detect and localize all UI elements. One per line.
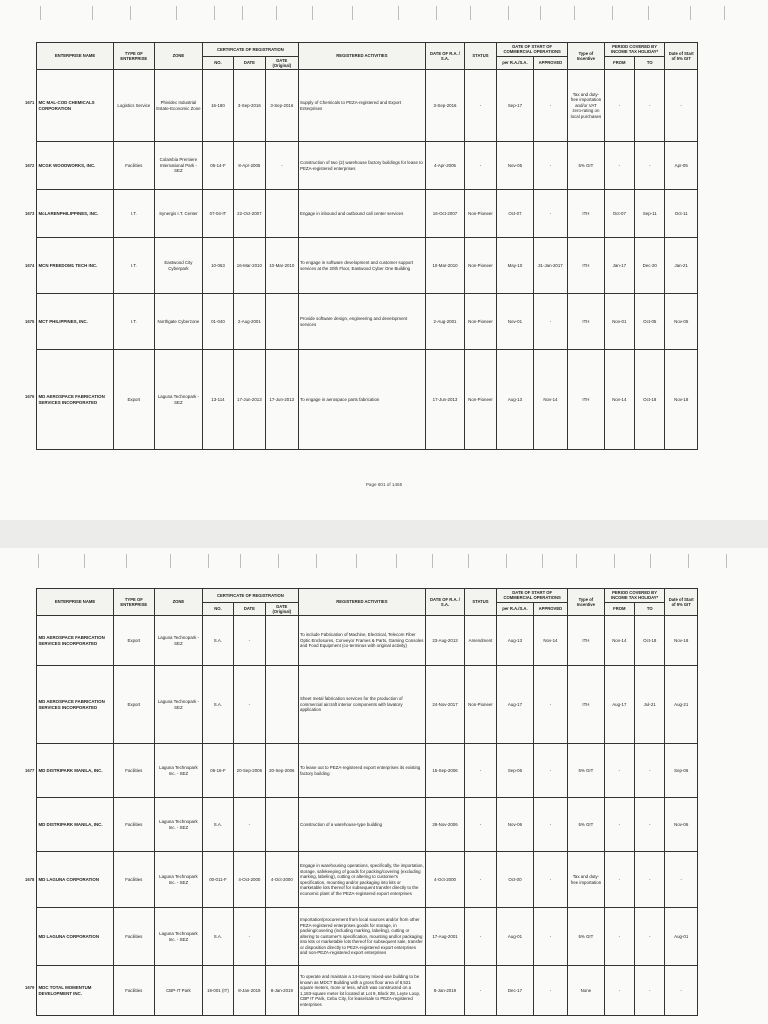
type-cell: Facilities — [114, 798, 155, 852]
cert-date-original-cell: 17-Jun-2013 — [266, 350, 298, 450]
from-cell: - — [604, 852, 634, 908]
table-header — [37, 589, 698, 616]
to-cell: - — [635, 744, 665, 798]
enterprise-name-cell: 1672 MCGK WOODWORKS, INC. — [37, 142, 114, 190]
approved-cell: - — [533, 190, 567, 238]
activity-cell: Importation/procurement from local sources and/or from other PEZA-registered enterprises goods for storage, in packing/covering (including marking, labeling), cutting or altering to customer's specification, mounting and/or packaging into kits or marketable lots thereof for subsequent sale, transfer or disposition directly to PEZA-registered export enterprises and non-PEZA-registered export enterprises — [298, 908, 426, 966]
enterprise-name-cell: 1674 MCN FREEDOM1 TECH INC. — [37, 238, 114, 294]
zone-cell: Laguna Technopark - SEZ — [154, 350, 203, 450]
enterprise-name-cell: MD LAGUNA CORPORATION — [37, 908, 114, 966]
header-period-itc: PERIOD COVERED BY INCOME TAX HOLIDAY* — [604, 589, 665, 603]
table-row — [37, 142, 698, 190]
zone-cell: Phividec Industrial Estate-Economic Zone — [154, 70, 203, 142]
zone-cell: Eastwood City Cyberpark — [154, 238, 203, 294]
row-number: 1676 — [25, 394, 35, 399]
table-row — [37, 238, 698, 294]
from-cell: - — [604, 70, 634, 142]
table-row — [37, 852, 698, 908]
header-from: FROM — [604, 56, 634, 70]
activity-cell: Construction of two (2) warehouse factory buildings for lease to PEZA-registered enterprises — [298, 142, 426, 190]
zone-cell: Laguna Technopark Inc. - SEZ — [154, 744, 203, 798]
from-cell: Nov-14 — [604, 616, 634, 666]
header-from: FROM — [604, 602, 634, 616]
header-status: STATUS — [464, 589, 496, 616]
activity-cell: To include Fabrication of Machine, Electrical, Telecom Fiber Optic Enclosures, Conveyor Frames & Parts, Gaming Consoles and Food Equipment (co-terminus with original activity) — [298, 616, 426, 666]
type-cell: I.T. — [114, 190, 155, 238]
status-cell: Non-Pioneer — [464, 350, 496, 450]
row-number: 1671 — [25, 100, 35, 105]
ra-date-cell: 17-Aug-2001 — [426, 908, 465, 966]
table-row — [37, 294, 698, 350]
incentive-cell: ITH — [568, 350, 604, 450]
cert-date-original-cell: 10-Mar-2010 — [266, 238, 298, 294]
header-type-of-enterprise: TYPE OF ENTERPRISE — [114, 43, 155, 70]
header-cert-date: DATE — [233, 56, 265, 70]
row-number: 1679 — [25, 985, 35, 990]
header-per-ra: per R.A./S.A. — [497, 56, 533, 70]
header-registered-activities: REGISTERED ACTIVITIES — [298, 43, 426, 70]
status-cell: Amendment — [464, 616, 496, 666]
git-cell: Oct-11 — [665, 190, 698, 238]
header-registered-activities: REGISTERED ACTIVITIES — [298, 589, 426, 616]
cert-no-cell: 01-040 — [203, 294, 233, 350]
cert-date-cell: 20-Sep-2006 — [233, 744, 265, 798]
approved-cell: - — [533, 294, 567, 350]
status-cell: Non-Pioneer — [464, 190, 496, 238]
scan-edge-marks — [0, 0, 768, 30]
per-ra-cell: Sep-17 — [497, 70, 533, 142]
incentive-cell: None — [568, 966, 604, 1016]
ra-date-cell: 4-Apr-2005 — [426, 142, 465, 190]
approved-cell: - — [533, 70, 567, 142]
row-number: 1677 — [25, 767, 35, 773]
activity-cell: Engage in warehousing operations, specifically, the importation, storage, safekeeping of goods for packing/covering (excluding marking, labeling), cutting or altering to customer's specification, mounting and/or packaging into kits or marketable lots thereof for subsequent transfer directly to the economic plant of the PEZA-registered export enterprises — [298, 852, 426, 908]
header-date-of-ra: DATE OF R.A. / S.A. — [426, 43, 465, 70]
cert-date-original-cell — [266, 798, 298, 852]
cert-date-cell: - — [233, 908, 265, 966]
scan-edge-marks — [0, 548, 768, 578]
enterprise-name-cell: 1677 MD DISTRIPARK MANILA, INC. — [37, 744, 114, 798]
ra-date-cell: 16-Oct-2007 — [426, 190, 465, 238]
approved-cell: 31-Jan-2017 — [533, 238, 567, 294]
cert-no-cell: 05-14-F — [203, 142, 233, 190]
incentive-cell: ITH — [568, 190, 604, 238]
from-cell: - — [604, 744, 634, 798]
git-cell: - — [665, 966, 698, 1016]
cert-date-original-cell — [266, 666, 298, 744]
table-row — [37, 616, 698, 666]
type-cell: Export — [114, 350, 155, 450]
activity-cell: Sheet metal fabrication services for the production of commercial aircraft interior components with lavatory application — [298, 666, 426, 744]
document-page-2 — [0, 548, 768, 1024]
cert-date-original-cell: 4-Oct-2000 — [266, 852, 298, 908]
header-cert-date-original: DATE (Original) — [266, 56, 298, 70]
table-row — [37, 798, 698, 852]
from-cell: Aug-17 — [604, 666, 634, 744]
ra-date-cell: 17-Jun-2013 — [426, 350, 465, 450]
activity-cell: Construction of a warehouse-type building — [298, 798, 426, 852]
cert-date-cell: 22-Oct-2007 — [233, 190, 265, 238]
type-cell: Facilities — [114, 908, 155, 966]
git-cell: - — [665, 70, 698, 142]
per-ra-cell: Oct-07 — [497, 190, 533, 238]
approved-cell: - — [533, 744, 567, 798]
ra-date-cell: 10-Mar-2010 — [426, 238, 465, 294]
activity-cell: To engage in software development and customer support services at the 20th Floor, Eastwood Cyber One Building — [298, 238, 426, 294]
git-cell: Nov-18 — [665, 616, 698, 666]
zone-cell: Synergis I.T. Center — [154, 190, 203, 238]
from-cell: - — [604, 908, 634, 966]
status-cell: - — [464, 744, 496, 798]
type-cell: Logistics Service — [114, 70, 155, 142]
status-cell: Non-Pioneer — [464, 294, 496, 350]
from-cell: - — [604, 142, 634, 190]
zone-cell: Northgate Cyberzone — [154, 294, 203, 350]
approved-cell: - — [533, 966, 567, 1016]
incentive-cell: ITH — [568, 666, 604, 744]
git-cell: Nov-18 — [665, 350, 698, 450]
cert-date-cell: 8-Apr-2005 — [233, 142, 265, 190]
enterprise-name-cell: 1676 MD AEROSPACE FABRICATION SERVICES INCORPORATED — [37, 350, 114, 450]
git-cell: Nov-05 — [665, 294, 698, 350]
per-ra-cell: Aug-13 — [497, 350, 533, 450]
table-header — [37, 43, 698, 70]
per-ra-cell: Dec-17 — [497, 966, 533, 1016]
to-cell: Dec-20 — [635, 238, 665, 294]
header-period-itc: PERIOD COVERED BY INCOME TAX HOLIDAY* — [604, 43, 665, 57]
type-cell: I.T. — [114, 238, 155, 294]
header-date-start-git: Date of Start of 5% GIT — [665, 43, 698, 70]
cert-date-cell: 17-Jun-2013 — [233, 350, 265, 450]
to-cell: - — [635, 142, 665, 190]
incentive-cell: 5% GIT — [568, 908, 604, 966]
header-per-ra: per R.A./S.A. — [497, 602, 533, 616]
per-ra-cell: Nov-01 — [497, 294, 533, 350]
activity-cell: Provide software design, engineering and development services — [298, 294, 426, 350]
per-ra-cell: Nov-06 — [497, 798, 533, 852]
ra-date-cell: 15-Sep-2006 — [426, 744, 465, 798]
header-date-start: DATE OF START OF COMMERCIAL OPERATIONS — [497, 589, 568, 603]
activity-cell: Supply of Chemicals to PEZA-registered and Export Enterprises — [298, 70, 426, 142]
header-cert-date: DATE — [233, 602, 265, 616]
from-cell: Nov-01 — [604, 294, 634, 350]
approved-cell: Nov-14 — [533, 350, 567, 450]
cert-no-cell: 19-001 (IT) — [203, 966, 233, 1016]
cert-no-cell: S.A. — [203, 666, 233, 744]
registry-table-page-1 — [25, 42, 698, 450]
to-cell: - — [635, 966, 665, 1016]
to-cell: Oct-18 — [635, 350, 665, 450]
enterprise-name-cell: 1675 MCT PHILIPPINES, INC. — [37, 294, 114, 350]
ra-date-cell: 28-Nov-2006 — [426, 798, 465, 852]
status-cell: - — [464, 966, 496, 1016]
header-date-start-git: Date of Start of 5% GIT — [665, 589, 698, 616]
table-body-page-1 — [25, 70, 698, 450]
header-type-of-incentive: Type of Incentive — [568, 589, 604, 616]
zone-cell: Laguna Technopark Inc. - SEZ — [154, 908, 203, 966]
git-cell: - — [665, 852, 698, 908]
ra-date-cell: 23-Aug-2013 — [426, 616, 465, 666]
ra-date-cell: 2-Aug-2001 — [426, 294, 465, 350]
status-cell: - — [464, 852, 496, 908]
enterprise-name-cell: 1679 MDC TOTAL MOMENTUM DEVELOPMENT INC. — [37, 966, 114, 1016]
incentive-cell: ITH — [568, 616, 604, 666]
table-row — [37, 908, 698, 966]
cert-date-cell: 2-Aug-2001 — [233, 294, 265, 350]
table-body-page-2 — [25, 616, 698, 1016]
table-row — [37, 744, 698, 798]
cert-date-original-cell — [266, 908, 298, 966]
per-ra-cell: May-10 — [497, 238, 533, 294]
activity-cell: To lease out to PEZA-registered export enterprises its existing factory building — [298, 744, 426, 798]
type-cell: Facilities — [114, 852, 155, 908]
zone-cell: CBP-IT Park — [154, 966, 203, 1016]
enterprise-name-cell: 1671 MC MAL-COD CHEMICALS CORPORATION — [37, 70, 114, 142]
page-number-footer: Page 601 of 1465 — [365, 482, 403, 487]
cert-no-cell: 06-16-F — [203, 744, 233, 798]
header-certificate: CERTIFICATE OF REGISTRATION — [203, 589, 298, 603]
cert-no-cell: 07-04-IT — [203, 190, 233, 238]
git-cell: Aug-21 — [665, 666, 698, 744]
header-certificate: CERTIFICATE OF REGISTRATION — [203, 43, 298, 57]
to-cell: - — [635, 908, 665, 966]
header-to: TO — [635, 602, 665, 616]
enterprise-name-cell: 1678 MD LAGUNA CORPORATION — [37, 852, 114, 908]
git-cell: Sep-06 — [665, 744, 698, 798]
cert-no-cell: S.A. — [203, 798, 233, 852]
from-cell: Nov-14 — [604, 350, 634, 450]
table-row — [37, 70, 698, 142]
incentive-cell: ITH — [568, 238, 604, 294]
type-cell: Facilities — [114, 142, 155, 190]
cert-date-cell: 3-Sep-2016 — [233, 70, 265, 142]
header-zone: ZONE — [154, 43, 203, 70]
activity-cell: To operate and maintain a 14-storey mixed-use building to be known as MDCT Building with a gross floor area of 8,521 square meters, more or less, which was constructed on a 1,183-square meter lot located at Lot 9, Block 28, Leyte Loop, CBP IT Park, Cebu City, for lease/sale to PEZA-registered enterprises — [298, 966, 426, 1016]
activity-cell: Engage in inbound and outbound call center services — [298, 190, 426, 238]
cert-date-original-cell: 8-Jan-2019 — [266, 966, 298, 1016]
type-cell: I.T. — [114, 294, 155, 350]
header-approved: APPROVED — [533, 56, 567, 70]
cert-date-cell: 4-Oct-2000 — [233, 852, 265, 908]
incentive-cell: Tax and duty-free importation and/or VAT zero-rating on local purchases — [568, 70, 604, 142]
row-number: 1673 — [25, 210, 35, 216]
cert-date-cell: 8-Jan-2019 — [233, 966, 265, 1016]
approved-cell: - — [533, 666, 567, 744]
ra-date-cell: 4-Oct-2000 — [426, 852, 465, 908]
git-cell: Aug-01 — [665, 908, 698, 966]
per-ra-cell: Aug-13 — [497, 616, 533, 666]
cert-no-cell: 16-180 — [203, 70, 233, 142]
cert-date-cell: - — [233, 666, 265, 744]
header-to: TO — [635, 56, 665, 70]
header-cert-date-original: DATE (Original) — [266, 602, 298, 616]
approved-cell: - — [533, 798, 567, 852]
from-cell: - — [604, 966, 634, 1016]
cert-date-cell: 16-Mar-2010 — [233, 238, 265, 294]
cert-no-cell: 13-114 — [203, 350, 233, 450]
cert-date-original-cell: - — [266, 142, 298, 190]
cert-no-cell: S.A. — [203, 908, 233, 966]
approved-cell: Nov-14 — [533, 616, 567, 666]
row-number: 1674 — [25, 262, 35, 268]
enterprise-name-cell: MD AEROSPACE FABRICATION SERVICES INCORPORATED — [37, 616, 114, 666]
header-cert-no: NO. — [203, 56, 233, 70]
row-number: 1675 — [25, 318, 35, 324]
git-cell: Apr-05 — [665, 142, 698, 190]
cert-date-original-cell: 3-Sep-2016 — [266, 70, 298, 142]
git-cell: Nov-06 — [665, 798, 698, 852]
to-cell: Oct-18 — [635, 616, 665, 666]
incentive-cell: 5% GIT — [568, 744, 604, 798]
cert-date-cell: - — [233, 798, 265, 852]
row-number: 1672 — [25, 162, 35, 168]
status-cell: - — [464, 798, 496, 852]
enterprise-name-cell: 1673 McLARENPHILIPPINES, INC. — [37, 190, 114, 238]
page-separator — [0, 520, 768, 548]
from-cell: Oct-07 — [604, 190, 634, 238]
table-row — [37, 350, 698, 450]
to-cell: Jul-21 — [635, 666, 665, 744]
cert-date-original-cell — [266, 294, 298, 350]
cert-date-cell: - — [233, 616, 265, 666]
from-cell: Jan-17 — [604, 238, 634, 294]
status-cell: - — [464, 142, 496, 190]
to-cell: Oct-05 — [635, 294, 665, 350]
table-row — [37, 666, 698, 744]
incentive-cell: 5% GIT — [568, 142, 604, 190]
per-ra-cell: Nov-05 — [497, 142, 533, 190]
ra-date-cell: 3-Sep-2016 — [426, 70, 465, 142]
header-status: STATUS — [464, 43, 496, 70]
header-type-of-incentive: Type of Incentive — [568, 43, 604, 70]
table-row — [37, 190, 698, 238]
to-cell: - — [635, 798, 665, 852]
activity-cell: To engage in aerospace parts fabrication — [298, 350, 426, 450]
incentive-cell: Tax and duty-free importation — [568, 852, 604, 908]
header-date-start: DATE OF START OF COMMERCIAL OPERATIONS — [497, 43, 568, 57]
header-zone: ZONE — [154, 589, 203, 616]
zone-cell: Laguna Technopark Inc. - SEZ — [154, 852, 203, 908]
type-cell: Facilities — [114, 966, 155, 1016]
per-ra-cell: Oct-00 — [497, 852, 533, 908]
zone-cell: Laguna Technopark - SEZ — [154, 666, 203, 744]
type-cell: Facilities — [114, 744, 155, 798]
cert-no-cell: 00-011-F — [203, 852, 233, 908]
zone-cell: Laguna Technopark - SEZ — [154, 616, 203, 666]
status-cell: Non-Pioneer — [464, 666, 496, 744]
zone-cell: Laguna Technopark Inc. - SEZ — [154, 798, 203, 852]
approved-cell: - — [533, 142, 567, 190]
cert-date-original-cell — [266, 616, 298, 666]
approved-cell: - — [533, 908, 567, 966]
type-cell: Export — [114, 666, 155, 744]
git-cell: Jan-21 — [665, 238, 698, 294]
status-cell: - — [464, 908, 496, 966]
header-enterprise-name: ENTERPRISE NAME — [37, 589, 114, 616]
header-type-of-enterprise: TYPE OF ENTERPRISE — [114, 589, 155, 616]
per-ra-cell: Sep-06 — [497, 744, 533, 798]
per-ra-cell: Aug-17 — [497, 666, 533, 744]
incentive-cell: 5% GIT — [568, 798, 604, 852]
per-ra-cell: Aug-01 — [497, 908, 533, 966]
status-cell: - — [464, 70, 496, 142]
row-number: 1678 — [25, 876, 35, 882]
header-approved: APPROVED — [533, 602, 567, 616]
zone-cell: Colambia Premiere International Park - SEZ — [154, 142, 203, 190]
registry-table-page-2 — [25, 588, 698, 1016]
cert-date-original-cell — [266, 190, 298, 238]
ra-date-cell: 24-Nov-2017 — [426, 666, 465, 744]
cert-date-original-cell: 20-Sep-2006 — [266, 744, 298, 798]
ra-date-cell: 8-Jan-2019 — [426, 966, 465, 1016]
approved-cell: - — [533, 852, 567, 908]
enterprise-name-cell: MD AEROSPACE FABRICATION SERVICES INCORPORATED — [37, 666, 114, 744]
to-cell: - — [635, 70, 665, 142]
table-row — [37, 966, 698, 1016]
cert-no-cell: S.A. — [203, 616, 233, 666]
header-cert-no: NO. — [203, 602, 233, 616]
header-date-of-ra: DATE OF R.A. / S.A. — [426, 589, 465, 616]
from-cell: - — [604, 798, 634, 852]
cert-no-cell: 10-063 — [203, 238, 233, 294]
enterprise-name-cell: MD DISTRIPARK MANILA, INC. — [37, 798, 114, 852]
incentive-cell: ITH — [568, 294, 604, 350]
header-enterprise-name: ENTERPRISE NAME — [37, 43, 114, 70]
to-cell: Sep-11 — [635, 190, 665, 238]
type-cell: Export — [114, 616, 155, 666]
to-cell: - — [635, 852, 665, 908]
status-cell: Non-Pioneer — [464, 238, 496, 294]
